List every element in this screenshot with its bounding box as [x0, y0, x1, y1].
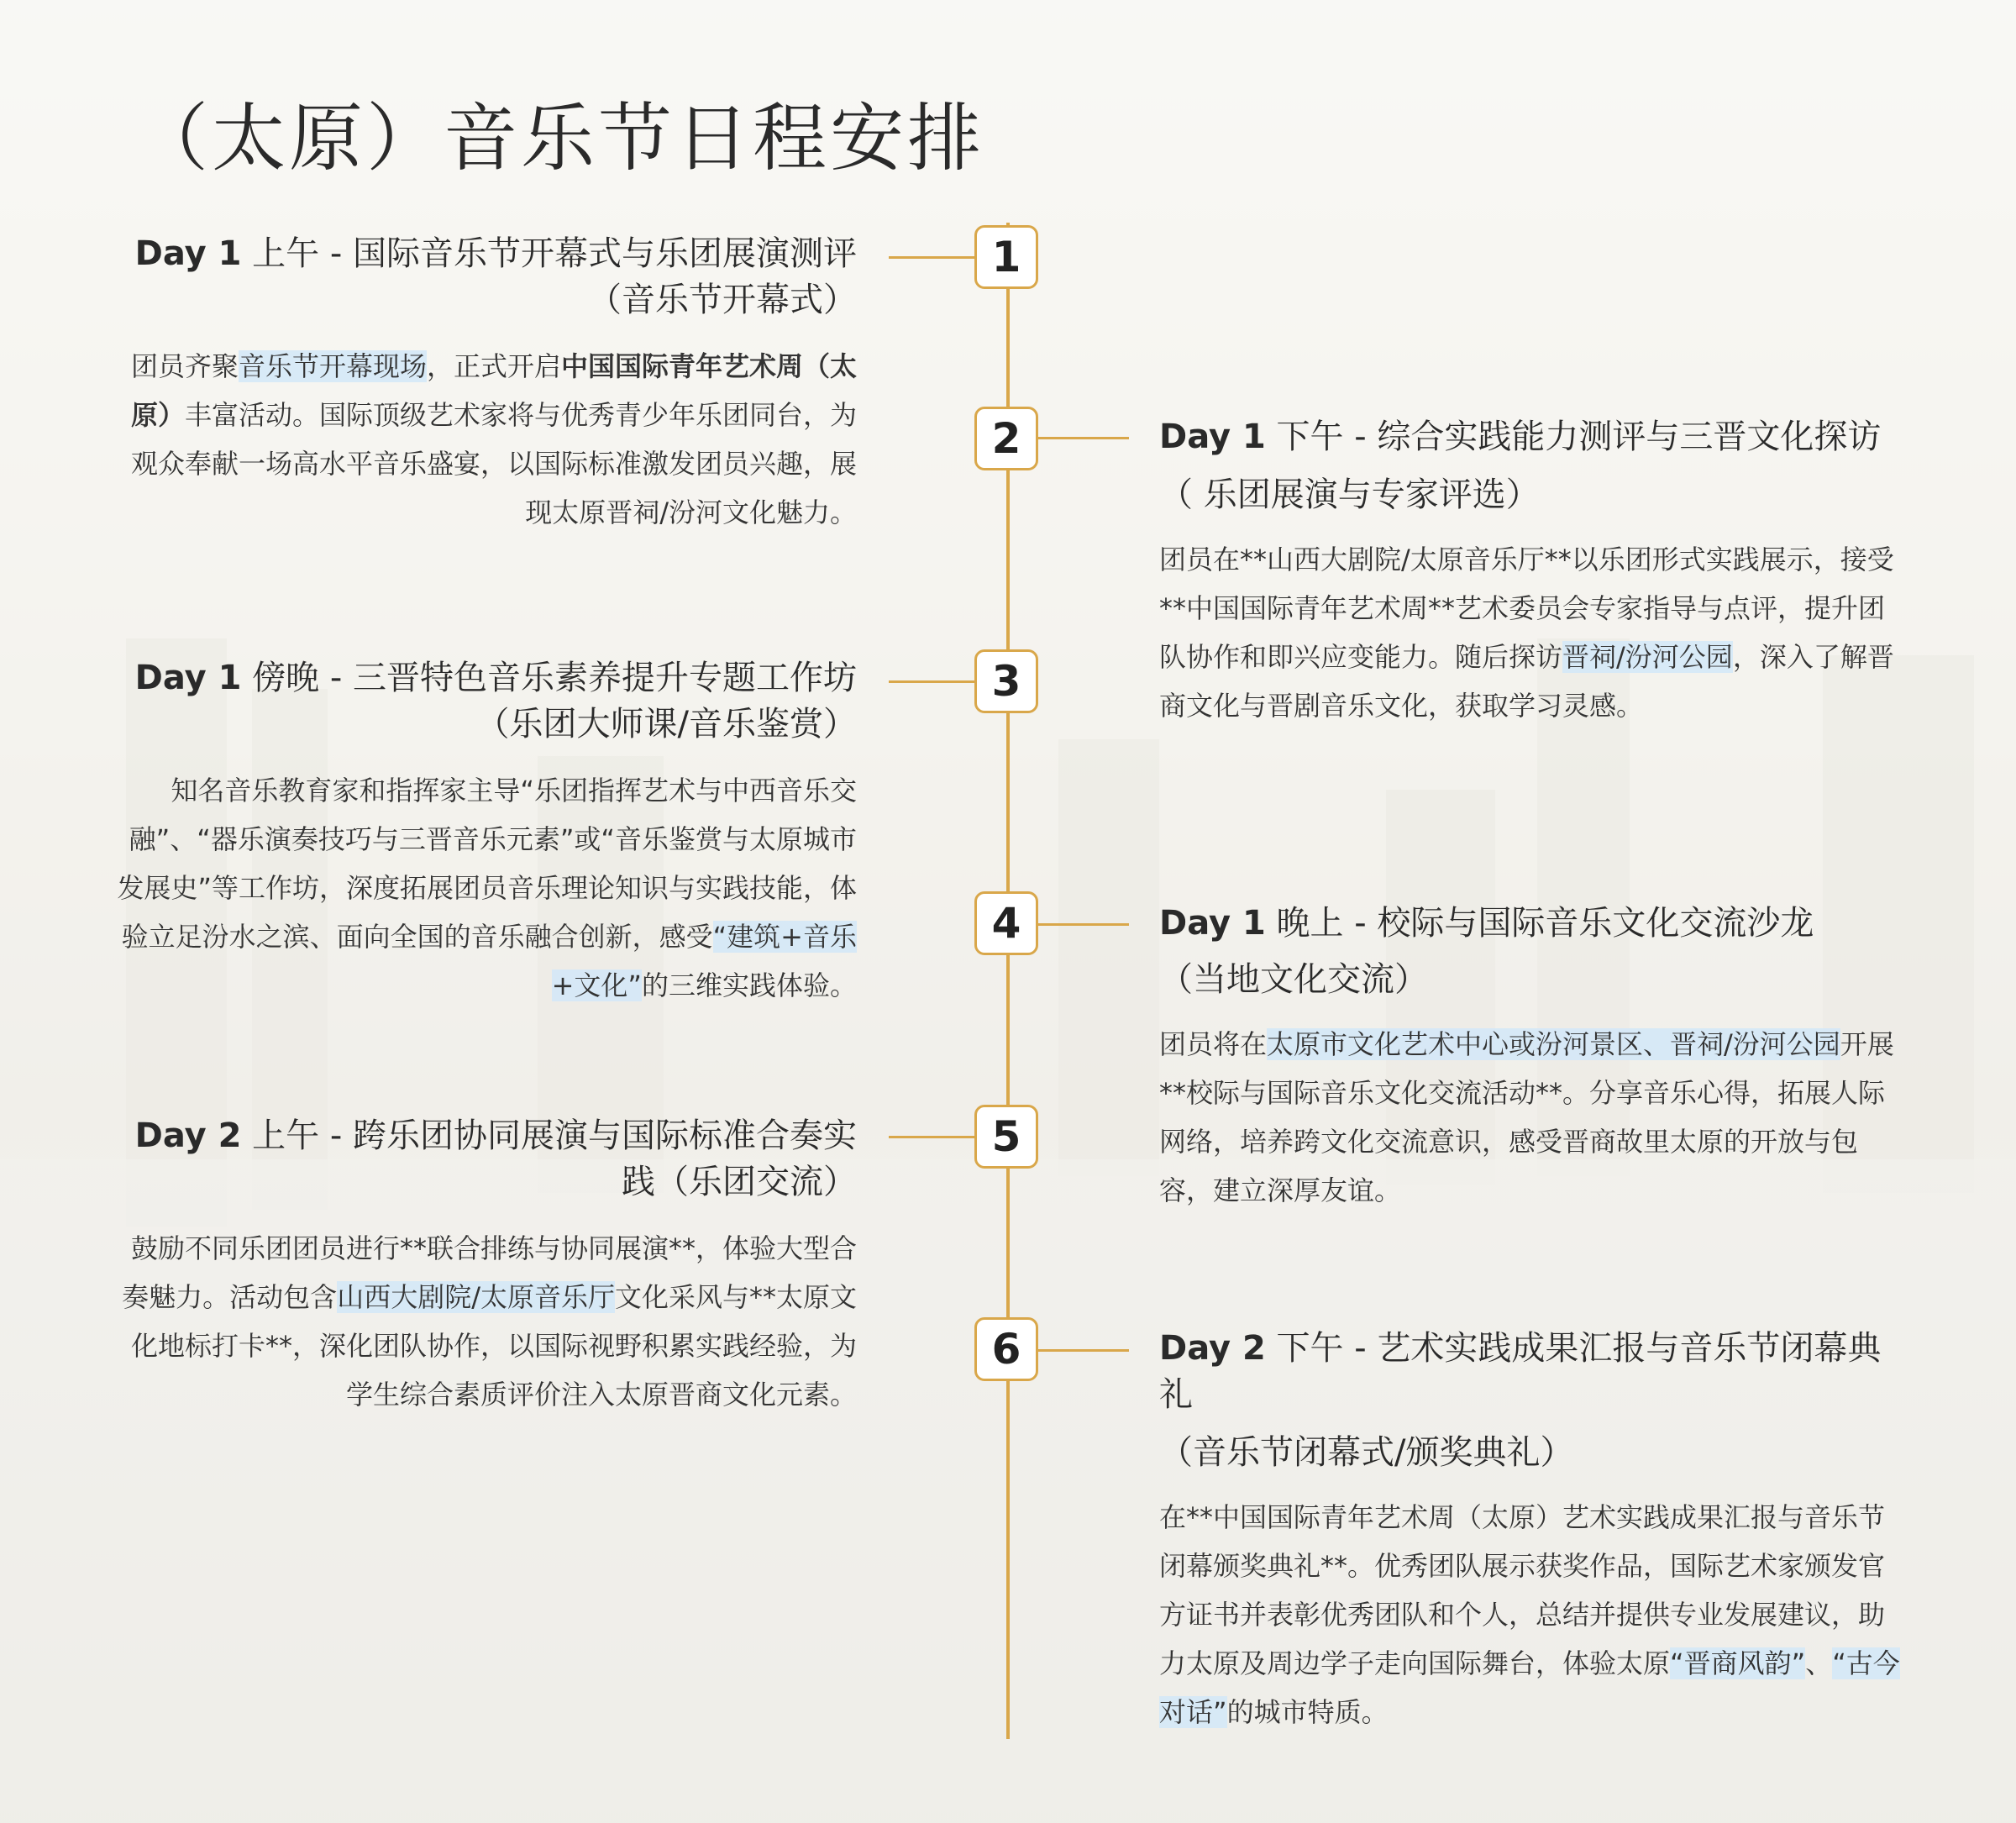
connector-5	[889, 1136, 974, 1138]
step-marker-4: 4	[974, 891, 1038, 955]
event-5-description: 鼓励不同乐团团员进行**联合排练与协同展演**，体验大型合奏魅力。活动包含山西大剧院/太原音乐厅文化采风与**太原文化地标打卡**，深化团队协作，以国际视野积累实践经验，为学生综合素质评价注入太原晋商文化元素。	[122, 1232, 857, 1411]
event-1	[109, 231, 857, 537]
event-2-description: 团员在**山西大剧院/太原音乐厅**以乐团形式实践展示，接受**中国国际青年艺术周**艺术委员会专家指导与点评，提升团队协作和即兴应变能力。随后探访晋祠/汾河公园，深入了解晋商文化与晋剧音乐文化，获取学习灵感。	[1159, 544, 1894, 722]
event-3	[109, 655, 857, 1010]
event-4-subtitle: （当地文化交流）	[1159, 960, 1428, 999]
step-marker-6: 6	[974, 1317, 1038, 1381]
event-6-subtitle: （音乐节闭幕式/颁奖典礼）	[1159, 1433, 1574, 1472]
event-1-title: Day 1 上午 - 国际音乐节开幕式与乐团展演测评（音乐节开幕式）	[134, 234, 857, 319]
connector-6	[1038, 1349, 1129, 1352]
connector-1	[889, 256, 974, 259]
event-4	[1159, 901, 1907, 1215]
event-3-description: 知名音乐教育家和指挥家主导“乐团指挥艺术与中西音乐交融”、“器乐演奏技巧与三晋音乐元素”或“音乐鉴赏与太原城市发展史”等工作坊，深度拓展团员音乐理论知识与实践技能，体验立足汾水之滨、面向全国的音乐融合创新，感受“建筑+音乐+文化”的三维实践体验。	[117, 775, 857, 1001]
event-4-description: 团员将在太原市文化艺术中心或汾河景区、晋祠/汾河公园开展**校际与国际音乐文化交流活动**。分享音乐心得，拓展人际网络，培养跨文化交流意识，感受晋商故里太原的开放与包容，建立深厚友谊。	[1159, 1028, 1894, 1206]
event-6-title: Day 2 下午 - 艺术实践成果汇报与音乐节闭幕典礼 （音乐节闭幕式/颁奖典礼）	[1159, 1326, 1907, 1476]
event-3-title: Day 1 傍晚 - 三晋特色音乐素养提升专题工作坊（乐团大师课/音乐鉴赏）	[134, 659, 857, 743]
step-marker-2: 2	[974, 407, 1038, 470]
event-1-description: 团员齐聚音乐节开幕现场，正式开启中国国际青年艺术周（太原）丰富活动。国际顶级艺术家将与优秀青少年乐团同台，为观众奉献一场高水平音乐盛宴，以国际标准激发团员兴趣，展现太原晋祠/汾河文化魅力。	[130, 350, 857, 528]
event-2-title: Day 1 下午 - 综合实践能力测评与三晋文化探访 （ 乐团展演与专家评选）	[1159, 414, 1907, 518]
connector-3	[889, 680, 974, 683]
event-4-title: Day 1 晚上 - 校际与国际音乐文化交流沙龙 （当地文化交流）	[1159, 901, 1907, 1003]
step-marker-5: 5	[974, 1105, 1038, 1169]
event-5-title: Day 2 上午 - 跨乐团协同展演与国际标准合奏实践（乐团交流）	[134, 1116, 857, 1201]
event-6	[1159, 1326, 1907, 1736]
event-2	[1159, 414, 1907, 730]
connector-4	[1038, 923, 1129, 926]
connector-2	[1038, 437, 1129, 439]
step-marker-1: 1	[974, 225, 1038, 289]
event-6-description: 在**中国国际青年艺术周（太原）艺术实践成果汇报与音乐节闭幕颁奖典礼**。优秀团队展示获奖作品，国际艺术家颁发官方证书并表彰优秀团队和个人，总结并提供专业发展建议，助力太原及周边学子走向国际舞台，体验太原“晋商风韵”、“古今对话”的城市特质。	[1159, 1501, 1900, 1728]
step-marker-3: 3	[974, 649, 1038, 713]
event-5	[109, 1113, 857, 1419]
page-title: （太原）音乐节日程安排	[134, 95, 985, 181]
event-2-subtitle: （ 乐团展演与专家评选）	[1159, 475, 1540, 514]
